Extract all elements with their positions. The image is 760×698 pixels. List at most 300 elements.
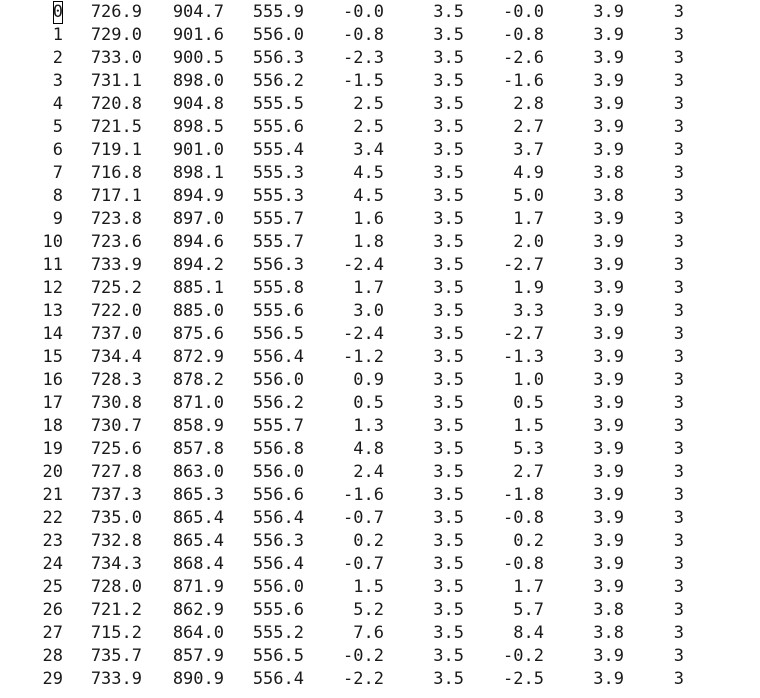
table-cell: 721.5 xyxy=(90,117,142,137)
table-cell: -0.7 xyxy=(343,554,384,574)
table-cell: 3 xyxy=(673,255,684,275)
table-cell: 716.8 xyxy=(90,163,142,183)
table-cell: 857.8 xyxy=(172,439,224,459)
table-cell: 3 xyxy=(673,301,684,321)
table-row xyxy=(0,70,760,93)
row-index: 22 xyxy=(42,508,63,528)
row-index: 4 xyxy=(52,94,63,114)
table-cell: 733.0 xyxy=(90,48,142,68)
table-cell: 4.5 xyxy=(353,163,384,183)
table-cell: 900.5 xyxy=(172,48,224,68)
table-cell: 4.8 xyxy=(353,439,384,459)
table-cell: 3.7 xyxy=(513,140,544,160)
table-cell: 3.9 xyxy=(593,232,624,252)
table-cell: 5.2 xyxy=(353,600,384,620)
table-cell: 8.4 xyxy=(513,623,544,643)
table-cell: 3 xyxy=(673,347,684,367)
table-cell: 3.9 xyxy=(593,485,624,505)
row-index: 1 xyxy=(52,25,63,45)
table-row xyxy=(0,24,760,47)
table-cell: 3.9 xyxy=(593,669,624,689)
table-cell: -2.7 xyxy=(503,324,544,344)
table-cell: 3.5 xyxy=(433,48,464,68)
table-cell: 722.0 xyxy=(90,301,142,321)
table-cell: 556.0 xyxy=(252,25,304,45)
table-cell: 3 xyxy=(673,324,684,344)
table-cell: 3.5 xyxy=(433,186,464,206)
table-cell: 3.9 xyxy=(593,646,624,666)
table-cell: 3.9 xyxy=(593,508,624,528)
row-index: 17 xyxy=(42,393,63,413)
table-cell: 730.7 xyxy=(90,416,142,436)
table-cell: 730.8 xyxy=(90,393,142,413)
table-cell: 3.5 xyxy=(433,416,464,436)
table-cell: 1.8 xyxy=(353,232,384,252)
table-cell: 2.5 xyxy=(353,94,384,114)
table-cell: -2.5 xyxy=(503,669,544,689)
table-cell: 3 xyxy=(673,485,684,505)
row-index: 18 xyxy=(42,416,63,436)
table-cell: 5.7 xyxy=(513,600,544,620)
table-cell: 3 xyxy=(673,439,684,459)
table-cell: 556.0 xyxy=(252,462,304,482)
table-cell: 3 xyxy=(673,278,684,298)
table-cell: 723.8 xyxy=(90,209,142,229)
table-cell: 3 xyxy=(673,646,684,666)
table-cell: 3 xyxy=(673,623,684,643)
table-cell: 878.2 xyxy=(172,370,224,390)
table-cell: 3 xyxy=(673,2,684,22)
table-cell: 0.9 xyxy=(353,370,384,390)
table-cell: -0.0 xyxy=(343,2,384,22)
table-row xyxy=(0,599,760,622)
table-cell: 3.5 xyxy=(433,508,464,528)
table-cell: 556.8 xyxy=(252,439,304,459)
row-index: 26 xyxy=(42,600,63,620)
table-cell: 3.9 xyxy=(593,347,624,367)
table-row xyxy=(0,415,760,438)
table-cell: 3.5 xyxy=(433,25,464,45)
table-cell: 556.4 xyxy=(252,508,304,528)
table-row xyxy=(0,645,760,668)
table-cell: 723.6 xyxy=(90,232,142,252)
table-cell: 721.2 xyxy=(90,600,142,620)
table-cell: -0.7 xyxy=(343,508,384,528)
table-cell: 1.3 xyxy=(353,416,384,436)
table-cell: 2.7 xyxy=(513,117,544,137)
table-cell: 897.0 xyxy=(172,209,224,229)
table-cell: 898.0 xyxy=(172,71,224,91)
table-cell: 864.0 xyxy=(172,623,224,643)
table-cell: 732.8 xyxy=(90,531,142,551)
table-cell: 3 xyxy=(673,140,684,160)
table-cell: 556.5 xyxy=(252,646,304,666)
table-cell: 3 xyxy=(673,71,684,91)
table-cell: 5.0 xyxy=(513,186,544,206)
table-row xyxy=(0,438,760,461)
table-cell: 555.6 xyxy=(252,117,304,137)
table-cell: 719.1 xyxy=(90,140,142,160)
table-row xyxy=(0,323,760,346)
row-index: 2 xyxy=(52,48,63,68)
table-row xyxy=(0,300,760,323)
row-index: 24 xyxy=(42,554,63,574)
table-cell: 871.0 xyxy=(172,393,224,413)
table-cell: 3.9 xyxy=(593,278,624,298)
table-cell: 555.2 xyxy=(252,623,304,643)
table-cell: 3 xyxy=(673,186,684,206)
table-row xyxy=(0,231,760,254)
table-cell: 729.0 xyxy=(90,25,142,45)
table-cell: 3.5 xyxy=(433,393,464,413)
row-index: 29 xyxy=(42,669,63,689)
table-cell: 0.5 xyxy=(353,393,384,413)
table-cell: 725.6 xyxy=(90,439,142,459)
table-cell: 3.5 xyxy=(433,439,464,459)
table-row xyxy=(0,668,760,691)
row-index: 5 xyxy=(52,117,63,137)
table-cell: 3 xyxy=(673,462,684,482)
table-cell: 3.9 xyxy=(593,370,624,390)
table-cell: 3.9 xyxy=(593,462,624,482)
table-cell: -1.6 xyxy=(503,71,544,91)
table-cell: 555.8 xyxy=(252,278,304,298)
table-cell: 1.5 xyxy=(353,577,384,597)
table-cell: 1.7 xyxy=(353,278,384,298)
table-cell: -0.8 xyxy=(503,25,544,45)
table-cell: 556.2 xyxy=(252,71,304,91)
table-cell: 862.9 xyxy=(172,600,224,620)
row-index: 7 xyxy=(52,163,63,183)
table-cell: 3.5 xyxy=(433,163,464,183)
row-index: 14 xyxy=(42,324,63,344)
row-index: 16 xyxy=(42,370,63,390)
table-cell: 556.0 xyxy=(252,577,304,597)
table-cell: 3.5 xyxy=(433,577,464,597)
table-cell: 885.1 xyxy=(172,278,224,298)
table-cell: 3.4 xyxy=(353,140,384,160)
table-cell: 727.8 xyxy=(90,462,142,482)
table-cell: 556.4 xyxy=(252,554,304,574)
table-row xyxy=(0,530,760,553)
table-cell: 875.6 xyxy=(172,324,224,344)
table-cell: 3.5 xyxy=(433,209,464,229)
row-index: 15 xyxy=(42,347,63,367)
table-cell: 858.9 xyxy=(172,416,224,436)
table-cell: 0.2 xyxy=(513,531,544,551)
table-cell: -0.8 xyxy=(343,25,384,45)
table-cell: 3.9 xyxy=(593,301,624,321)
table-cell: 715.2 xyxy=(90,623,142,643)
table-cell: 1.6 xyxy=(353,209,384,229)
table-cell: 0.2 xyxy=(353,531,384,551)
table-cell: 3 xyxy=(673,48,684,68)
table-cell: 1.5 xyxy=(513,416,544,436)
table-cell: 3.9 xyxy=(593,209,624,229)
table-cell: 890.9 xyxy=(172,669,224,689)
table-cell: 731.1 xyxy=(90,71,142,91)
row-index: 21 xyxy=(42,485,63,505)
table-row xyxy=(0,162,760,185)
table-cell: 3 xyxy=(673,209,684,229)
table-cell: 3.5 xyxy=(433,370,464,390)
table-cell: 556.4 xyxy=(252,669,304,689)
table-cell: 733.9 xyxy=(90,255,142,275)
table-cell: 7.6 xyxy=(353,623,384,643)
table-cell: 2.8 xyxy=(513,94,544,114)
table-cell: 3.5 xyxy=(433,600,464,620)
table-cell: 556.3 xyxy=(252,255,304,275)
table-cell: 555.6 xyxy=(252,301,304,321)
row-index: 23 xyxy=(42,531,63,551)
row-index: 19 xyxy=(42,439,63,459)
table-cell: 3 xyxy=(673,508,684,528)
table-cell: 4.5 xyxy=(353,186,384,206)
row-index: 25 xyxy=(42,577,63,597)
table-cell: 3 xyxy=(673,117,684,137)
table-row xyxy=(0,254,760,277)
table-cell: 726.9 xyxy=(90,2,142,22)
table-cell: -0.2 xyxy=(503,646,544,666)
table-cell: 3.5 xyxy=(433,301,464,321)
table-cell: 894.6 xyxy=(172,232,224,252)
table-cell: 3.9 xyxy=(593,2,624,22)
row-index: 27 xyxy=(42,623,63,643)
table-cell: 3 xyxy=(673,531,684,551)
table-cell: 894.9 xyxy=(172,186,224,206)
table-row xyxy=(0,47,760,70)
table-cell: 725.2 xyxy=(90,278,142,298)
table-cell: 3.9 xyxy=(593,416,624,436)
table-cell: 2.5 xyxy=(353,117,384,137)
table-cell: 556.0 xyxy=(252,370,304,390)
table-cell: 3.5 xyxy=(433,462,464,482)
table-row xyxy=(0,116,760,139)
table-cell: 3.9 xyxy=(593,393,624,413)
table-cell: 871.9 xyxy=(172,577,224,597)
table-row xyxy=(0,346,760,369)
row-index: 11 xyxy=(42,255,63,275)
table-cell: 735.0 xyxy=(90,508,142,528)
table-cell: 898.1 xyxy=(172,163,224,183)
table-cell: 3.8 xyxy=(593,600,624,620)
table-cell: 3.9 xyxy=(593,554,624,574)
table-cell: 556.2 xyxy=(252,393,304,413)
table-cell: -2.2 xyxy=(343,669,384,689)
table-cell: -1.5 xyxy=(343,71,384,91)
table-cell: 555.7 xyxy=(252,232,304,252)
table-cell: 3.9 xyxy=(593,71,624,91)
table-cell: -2.4 xyxy=(343,324,384,344)
table-cell: 3.5 xyxy=(433,485,464,505)
table-cell: 3.5 xyxy=(433,669,464,689)
table-cell: 3 xyxy=(673,94,684,114)
table-row xyxy=(0,277,760,300)
table-cell: 735.7 xyxy=(90,646,142,666)
table-row xyxy=(0,185,760,208)
table-cell: -1.8 xyxy=(503,485,544,505)
table-row xyxy=(0,1,760,24)
table-cell: 737.3 xyxy=(90,485,142,505)
table-cell: 3.8 xyxy=(593,186,624,206)
table-cell: -2.3 xyxy=(343,48,384,68)
table-cell: 3.9 xyxy=(593,531,624,551)
table-row xyxy=(0,553,760,576)
table-cell: 3.9 xyxy=(593,25,624,45)
table-cell: 863.0 xyxy=(172,462,224,482)
table-cell: 733.9 xyxy=(90,669,142,689)
table-cell: 3.9 xyxy=(593,48,624,68)
table-row xyxy=(0,484,760,507)
table-cell: 556.3 xyxy=(252,531,304,551)
table-cell: 3.8 xyxy=(593,623,624,643)
table-cell: 555.4 xyxy=(252,140,304,160)
table-row xyxy=(0,576,760,599)
table-cell: 3.5 xyxy=(433,140,464,160)
table-cell: 3 xyxy=(673,600,684,620)
table-cell: 720.8 xyxy=(90,94,142,114)
table-cell: -0.8 xyxy=(503,554,544,574)
table-row xyxy=(0,369,760,392)
table-cell: 3.5 xyxy=(433,623,464,643)
table-cell: -2.7 xyxy=(503,255,544,275)
row-index: 6 xyxy=(52,140,63,160)
table-cell: 3 xyxy=(673,393,684,413)
table-cell: -2.6 xyxy=(503,48,544,68)
row-index: 28 xyxy=(42,646,63,666)
table-cell: 865.4 xyxy=(172,508,224,528)
table-cell: 728.0 xyxy=(90,577,142,597)
table-cell: 4.9 xyxy=(513,163,544,183)
table-cell: 865.4 xyxy=(172,531,224,551)
table-row xyxy=(0,93,760,116)
table-cell: 3.5 xyxy=(433,2,464,22)
table-cell: 3 xyxy=(673,416,684,436)
table-cell: 555.9 xyxy=(252,2,304,22)
table-cell: 3.5 xyxy=(433,71,464,91)
cursor-cell: 0 xyxy=(52,2,63,22)
table-cell: 3.5 xyxy=(433,646,464,666)
table-cell: 1.7 xyxy=(513,577,544,597)
table-cell: 3.5 xyxy=(433,94,464,114)
table-cell: 901.0 xyxy=(172,140,224,160)
table-cell: 555.7 xyxy=(252,416,304,436)
table-cell: 717.1 xyxy=(90,186,142,206)
row-index: 20 xyxy=(42,462,63,482)
table-cell: 3.5 xyxy=(433,324,464,344)
table-cell: 555.3 xyxy=(252,163,304,183)
table-cell: 1.9 xyxy=(513,278,544,298)
table-cell: 3.5 xyxy=(433,347,464,367)
table-cell: 865.3 xyxy=(172,485,224,505)
table-row xyxy=(0,139,760,162)
table-cell: 556.6 xyxy=(252,485,304,505)
table-cell: 3.9 xyxy=(593,140,624,160)
table-cell: 872.9 xyxy=(172,347,224,367)
table-cell: 1.0 xyxy=(513,370,544,390)
table-row xyxy=(0,392,760,415)
table-cell: 555.3 xyxy=(252,186,304,206)
table-cell: 3.3 xyxy=(513,301,544,321)
table-row xyxy=(0,622,760,645)
table-cell: -0.2 xyxy=(343,646,384,666)
table-cell: 898.5 xyxy=(172,117,224,137)
table-cell: -0.8 xyxy=(503,508,544,528)
table-cell: 734.4 xyxy=(90,347,142,367)
table-cell: 0.5 xyxy=(513,393,544,413)
table-cell: 894.2 xyxy=(172,255,224,275)
table-cell: 3 xyxy=(673,577,684,597)
table-cell: 555.7 xyxy=(252,209,304,229)
table-cell: 555.5 xyxy=(252,94,304,114)
table-cell: 868.4 xyxy=(172,554,224,574)
table-cell: 728.3 xyxy=(90,370,142,390)
table-cell: 3.5 xyxy=(433,255,464,275)
table-cell: 885.0 xyxy=(172,301,224,321)
table-cell: 556.4 xyxy=(252,347,304,367)
table-cell: 3 xyxy=(673,554,684,574)
table-cell: 737.0 xyxy=(90,324,142,344)
table-cell: 3 xyxy=(673,232,684,252)
table-cell: 904.7 xyxy=(172,2,224,22)
table-cell: 3 xyxy=(673,163,684,183)
table-cell: 3 xyxy=(673,25,684,45)
row-index: 8 xyxy=(52,186,63,206)
table-cell: 3.9 xyxy=(593,577,624,597)
table-cell: 3.9 xyxy=(593,255,624,275)
table-cell: 3.9 xyxy=(593,439,624,459)
table-cell: 734.3 xyxy=(90,554,142,574)
table-cell: 5.3 xyxy=(513,439,544,459)
table-cell: 555.6 xyxy=(252,600,304,620)
table-row xyxy=(0,507,760,530)
table-cell: 3.5 xyxy=(433,554,464,574)
table-cell: 2.4 xyxy=(353,462,384,482)
table-cell: 3.5 xyxy=(433,278,464,298)
table-cell: 901.6 xyxy=(172,25,224,45)
table-cell: -1.2 xyxy=(343,347,384,367)
table-cell: -2.4 xyxy=(343,255,384,275)
table-cell: 2.7 xyxy=(513,462,544,482)
table-cell: 904.8 xyxy=(172,94,224,114)
table-cell: -0.0 xyxy=(503,2,544,22)
table-cell: 3.5 xyxy=(433,117,464,137)
table-cell: -1.6 xyxy=(343,485,384,505)
table-cell: 3.9 xyxy=(593,94,624,114)
row-index: 3 xyxy=(52,71,63,91)
table-cell: 556.3 xyxy=(252,48,304,68)
table-cell: 2.0 xyxy=(513,232,544,252)
table-cell: 3.9 xyxy=(593,117,624,137)
table-cell: 3.5 xyxy=(433,232,464,252)
table-row xyxy=(0,461,760,484)
table-cell: 857.9 xyxy=(172,646,224,666)
row-index: 12 xyxy=(42,278,63,298)
table-cell: 556.5 xyxy=(252,324,304,344)
table-cell: 3 xyxy=(673,370,684,390)
table-cell: 3.9 xyxy=(593,324,624,344)
table-cell: 3.5 xyxy=(433,531,464,551)
row-index: 13 xyxy=(42,301,63,321)
row-index: 10 xyxy=(42,232,63,252)
table-row xyxy=(0,208,760,231)
table-cell: -1.3 xyxy=(503,347,544,367)
table-cell: 1.7 xyxy=(513,209,544,229)
table-cell: 3.8 xyxy=(593,163,624,183)
row-index: 9 xyxy=(52,209,63,229)
table-cell: 3 xyxy=(673,669,684,689)
table-cell: 3.0 xyxy=(353,301,384,321)
